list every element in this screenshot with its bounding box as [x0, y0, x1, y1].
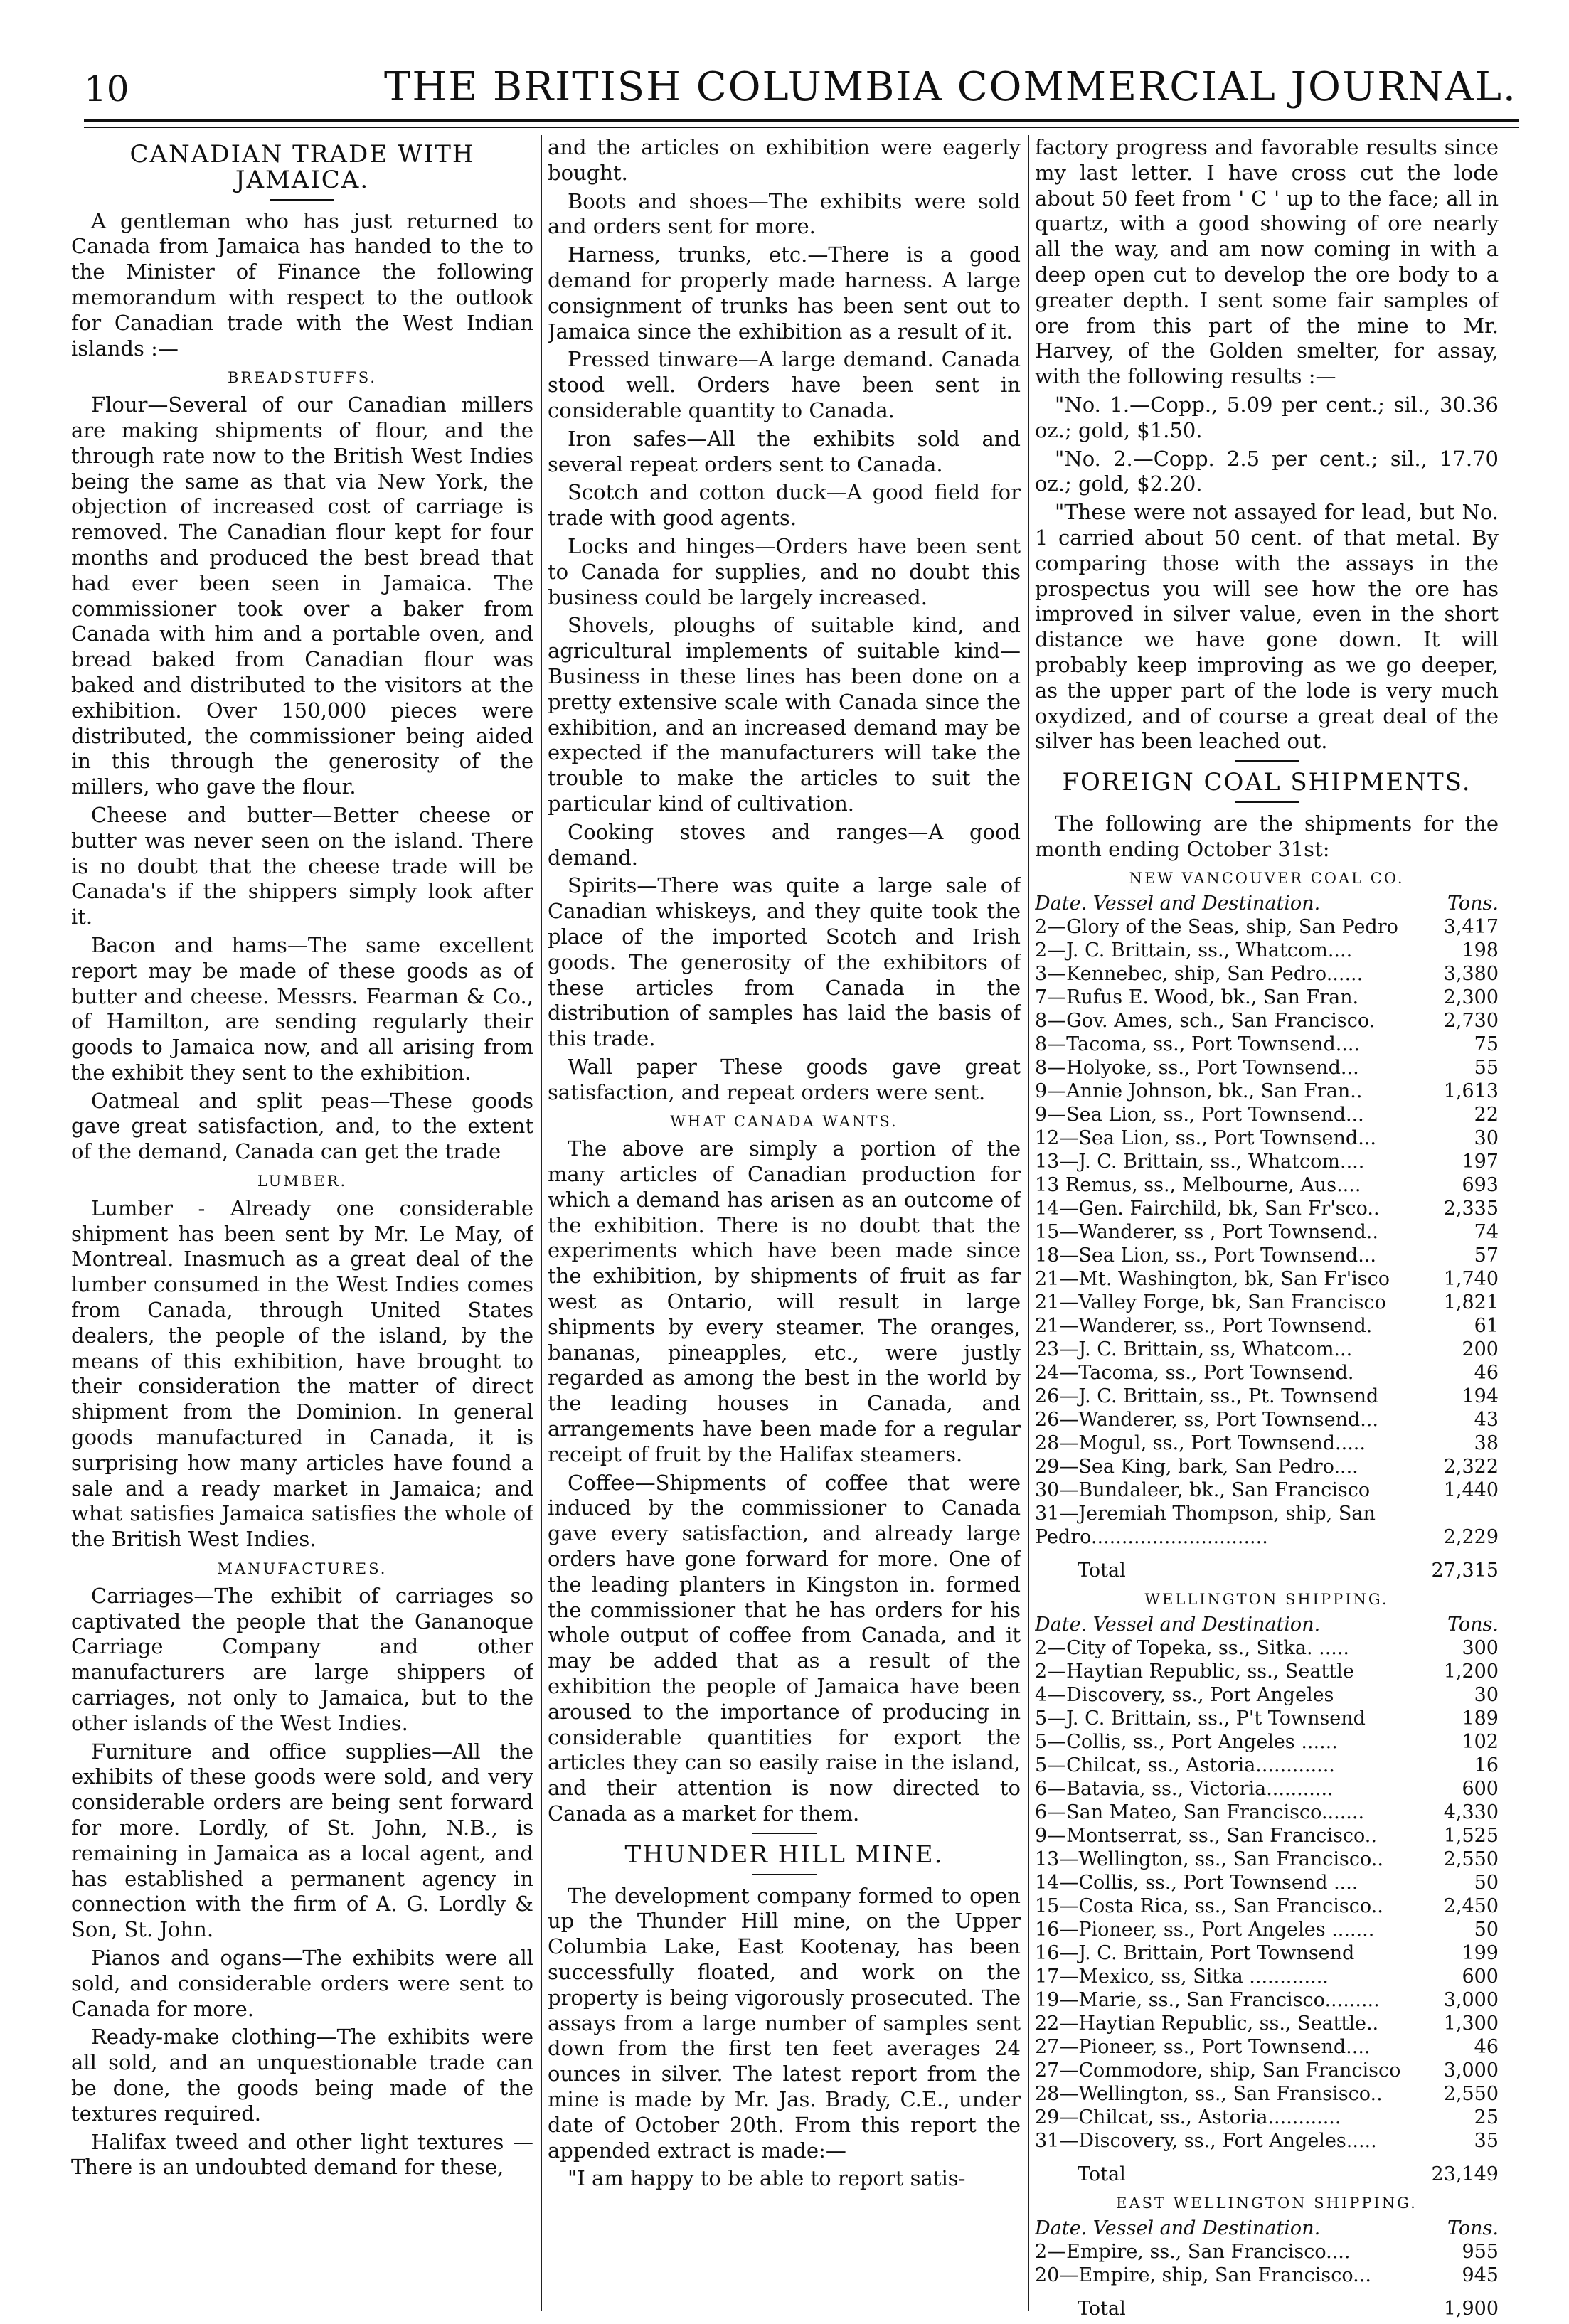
vessel-cell: 21—Wanderer, ss., Port Townsend.: [1035, 1314, 1373, 1337]
tons-cell: 2,229: [1443, 1525, 1499, 1548]
paragraph: The above are simply a portion of the many articles of Canadian production for which a demand has arisen as an outcome of the exhibition. There is no doubt that the experiments which have been made since the exhibition, by shipments of fruit as far west as Ontario, will result in large shipments by every steamer. The oranges, bananas, pineapples, etc., were justly regarded as among the best in the world by the leading houses in Canada, and arrangements have been made for a regular receipt of fruit by the Halifax steamers.: [548, 1136, 1021, 1466]
vessel-cell: 14—Collis, ss., Port Townsend ....: [1035, 1871, 1358, 1894]
article-heading: FOREIGN COAL SHIPMENTS.: [1062, 768, 1472, 797]
article-heading: THUNDER HILL MINE.: [624, 1840, 944, 1869]
paragraph: "No. 2.—Copp. 2.5 per cent.; sil., 17.70 oz.; gold, $2.20.: [1035, 446, 1499, 496]
paragraph: A gentleman who has just returned to Canada from Jamaica has handed to the to the Minister of Finance the following memorandum with respect to the outlook for Canadian trade with the West Indian islands :—: [71, 208, 533, 361]
paragraph: Carriages—The exhibit of carriages so captivated the people that the Gananoque Carriage Company and other manufacturers are large shippers of carriages, not only to Jamaica, but to the other islands of the West Indies.: [71, 1583, 533, 1735]
table-row: [1035, 1777, 1499, 1801]
shipping-table: [1035, 867, 1499, 1582]
vessel-cell: 12—Sea Lion, ss., Port Townsend...: [1035, 1126, 1376, 1149]
table-row: [1035, 1965, 1499, 1988]
table-header: [1035, 1613, 1499, 1636]
table-row: [1035, 2264, 1499, 2287]
table-row: [1035, 2012, 1499, 2035]
tons-cell: 1,300: [1443, 2012, 1499, 2035]
vessel-cell: 2—J. C. Brittain, ss., Whatcom....: [1035, 939, 1353, 961]
total-label: Total: [1078, 2163, 1126, 2185]
vessel-cell: 2—Glory of the Seas, ship, San Pedro: [1035, 915, 1398, 938]
section-rule: [752, 1833, 817, 1834]
tons-cell: 75: [1474, 1033, 1499, 1055]
tons-cell: 1,200: [1443, 1660, 1499, 1683]
tons-cell: 2,450: [1443, 1894, 1499, 1917]
table-row: [1035, 1660, 1499, 1683]
paragraph: Bacon and hams—The same excellent report may be made of these goods as of butter and cheese. Messrs. Fearman & Co., of Hamilton, are sending regularly their goods to Jamaica now, and all arising from the exhibit they sent to the exhibition.: [71, 932, 533, 1084]
tons-cell: 61: [1474, 1314, 1499, 1337]
heading-rule: [752, 1874, 817, 1875]
table-row: [1035, 1103, 1499, 1126]
table-row: [1035, 1291, 1499, 1314]
tons-cell: 30: [1474, 1683, 1499, 1706]
vessel-cell: 29—Chilcat, ss., Astoria............: [1035, 2106, 1341, 2128]
table-row: [1035, 1525, 1499, 1549]
tons-cell: 102: [1462, 1730, 1499, 1753]
column-header-vessel: Date. Vessel and Destination.: [1035, 1613, 1321, 1636]
subheading: WHAT CANADA WANTS.: [670, 1113, 898, 1131]
tons-cell: 25: [1474, 2106, 1499, 2128]
vessel-cell: Pedro.............................: [1035, 1525, 1268, 1548]
tons-cell: 955: [1462, 2240, 1499, 2263]
tons-cell: 4,330: [1443, 1801, 1499, 1823]
table-row: [1035, 1338, 1499, 1361]
vessel-cell: 13 Remus, ss., Melbourne, Aus....: [1035, 1173, 1361, 1196]
paragraph: Cheese and butter—Better cheese or butter was never seen on the island. There is no doubt that the cheese trade will be Canada's if the shippers simply look after it.: [71, 802, 533, 929]
vessel-cell: 2—Haytian Republic, ss., Seattle: [1035, 1660, 1354, 1683]
tons-cell: 2,550: [1443, 1848, 1499, 1870]
paragraph: Harness, trunks, etc.—There is a good demand for properly made harness. A large consignment of trunks has been sent out to Jamaica since the exhibition as a result of it.: [548, 242, 1021, 343]
column-header-vessel: Date. Vessel and Destination.: [1035, 892, 1321, 915]
table-row: [1035, 1683, 1499, 1707]
tons-cell: 3,000: [1443, 1988, 1499, 2011]
tons-cell: 1,613: [1443, 1080, 1499, 1102]
table-row: [1035, 2106, 1499, 2129]
column-header-vessel: Date. Vessel and Destination.: [1035, 2217, 1321, 2239]
table-row: [1035, 1848, 1499, 1871]
tons-cell: 198: [1462, 939, 1499, 961]
table-row: [1035, 1385, 1499, 1408]
vessel-cell: 6—Batavia, ss., Victoria...........: [1035, 1777, 1334, 1800]
vessel-cell: 28—Wellington, ss., San Fransisco..: [1035, 2082, 1383, 2105]
table-row: [1035, 2129, 1499, 2153]
table-row: [1035, 2082, 1499, 2106]
table-row: [1035, 1455, 1499, 1478]
paragraph: Pianos and ogans—The exhibits were all sold, and considerable orders were sent to Canada for more.: [71, 1945, 533, 2021]
table-row: [1035, 1408, 1499, 1432]
paragraph: Flour—Several of our Canadian millers are making shipments of flour, and the through rate now to the British West Indies being the same as that via New York, the objection of increased cost of carriage is removed. The Canadian flour kept for four months and produced the best bread that had ever been seen in Jamaica. The commissioner took over a baker from Canada with him and a portable oven, and bread baked from Canadian flour was baked and distributed to the visitors at the exhibition. Over 150,000 pieces were distributed, the commissioner being aided in this through the generosity of the millers, who gave the flour.: [71, 393, 533, 799]
tons-cell: 2,730: [1443, 1009, 1499, 1032]
tons-cell: 74: [1474, 1220, 1499, 1243]
table-header: [1035, 892, 1499, 915]
tons-cell: 693: [1462, 1173, 1499, 1196]
table-body: [1035, 1636, 1499, 2153]
table-row: [1035, 1361, 1499, 1385]
table-row: [1035, 1894, 1499, 1918]
total-value: 1,900: [1443, 2297, 1499, 2318]
tons-cell: 16: [1474, 1754, 1499, 1776]
table-row: [1035, 1707, 1499, 1730]
column-left: [71, 135, 533, 2318]
vessel-cell: 26—Wanderer, ss, Port Townsend...: [1035, 1408, 1378, 1431]
table-row: [1035, 1478, 1499, 1502]
vessel-cell: 15—Costa Rica, ss., San Francisco..: [1035, 1894, 1383, 1917]
paragraph: Boots and shoes—The exhibits were sold and orders sent for more.: [548, 188, 1021, 239]
table-row: [1035, 2240, 1499, 2264]
vessel-cell: 20—Empire, ship, San Francisco...: [1035, 2264, 1371, 2286]
tons-cell: 200: [1462, 1338, 1499, 1360]
heading-rule: [270, 199, 334, 201]
vessel-cell: 9—Montserrat, ss., San Francisco..: [1035, 1824, 1377, 1847]
table-row: [1035, 1056, 1499, 1080]
vessel-cell: 4—Discovery, ss., Port Angeles: [1035, 1683, 1334, 1706]
tons-cell: 1,525: [1443, 1824, 1499, 1847]
vessel-cell: 5—Chilcat, ss., Astoria.............: [1035, 1754, 1335, 1776]
section-rule: [1235, 760, 1299, 762]
vessel-cell: 8—Tacoma, ss., Port Townsend....: [1035, 1033, 1361, 1055]
table-total: [1035, 2163, 1499, 2186]
vessel-cell: 26—J. C. Brittain, ss., Pt. Townsend: [1035, 1385, 1379, 1407]
vessel-cell: 18—Sea Lion, ss., Port Townsend...: [1035, 1244, 1376, 1267]
tons-cell: 50: [1474, 1871, 1499, 1894]
subheading: BREADSTUFFS.: [227, 369, 378, 387]
paragraph: "I am happy to be able to report satis-: [568, 2166, 966, 2191]
vessel-cell: 31—Discovery, ss., Fort Angeles.....: [1035, 2129, 1377, 2152]
heading-rule: [1235, 801, 1299, 803]
paragraph: Furniture and office supplies—All the exhibits of these goods were sold, and very considerable orders are being sent forward for more. Lordly, of St. John, N.B., is remaining in Jamaica as a local agent, and has established a permanent agency in connection with the firm of A. G. Lordly & Son, St. John.: [71, 1739, 533, 1942]
vessel-cell: 5—J. C. Brittain, ss., P't Townsend: [1035, 1707, 1366, 1729]
vessel-cell: 27—Commodore, ship, San Francisco: [1035, 2059, 1401, 2082]
vessel-cell: 24—Tacoma, ss., Port Townsend.: [1035, 1361, 1354, 1384]
tons-cell: 1,440: [1443, 1478, 1499, 1501]
vessel-cell: 9—Sea Lion, ss., Port Townsend...: [1035, 1103, 1364, 1126]
page-header: [0, 0, 1569, 135]
table-row: [1035, 1988, 1499, 2012]
tons-cell: 50: [1474, 1918, 1499, 1941]
paragraph: Spirits—There was quite a large sale of Canadian whiskeys, and they quite took the place of the imported Scotch and Irish goods. The generosity of the exhibitors of these articles from Canada in the distribution of samples has laid the basis of this trade.: [548, 873, 1021, 1051]
tons-cell: 46: [1474, 1361, 1499, 1384]
table-row: [1035, 1009, 1499, 1033]
table-row: [1035, 1871, 1499, 1894]
vessel-cell: 17—Mexico, ss, Sitka .............: [1035, 1965, 1329, 1988]
header-rule-thin: [84, 127, 1519, 128]
paragraph: Coffee—Shipments of coffee that were induced by the commissioner to Canada gave every satisfaction, and already large orders have gone forward for more. One of the leading planters in Kingston in. formed the commissioner that he has orders for his whole output of coffee from Canada, and it may be added that as a result of the exhibition the people of Jamaica have been aroused to the importance of producing in considerable quantities for export the articles they can so easily raise in the island, and their attention is now directed to Canada as a market for them.: [548, 1470, 1021, 1825]
table-row: [1035, 1730, 1499, 1754]
table-row: [1035, 1636, 1499, 1660]
table-row: [1035, 1267, 1499, 1291]
tons-cell: 199: [1462, 1941, 1499, 1964]
paragraph: Locks and hinges—Orders have been sent to Canada for supplies, and no doubt this business could be largely increased.: [548, 533, 1021, 609]
table-row: [1035, 2035, 1499, 2059]
vessel-cell: 3—Kennebec, ship, San Pedro......: [1035, 962, 1363, 985]
vessel-cell: 16—Pioneer, ss., Port Angeles .......: [1035, 1918, 1375, 1941]
tons-cell: 3,380: [1443, 962, 1499, 985]
vessel-cell: 14—Gen. Fairchild, bk, San Fr'sco..: [1035, 1197, 1380, 1220]
tons-cell: 3,417: [1443, 915, 1499, 938]
tons-cell: 3,000: [1443, 2059, 1499, 2082]
vessel-cell: 7—Rufus E. Wood, bk., San Fran.: [1035, 986, 1359, 1008]
page-number: 10: [84, 68, 129, 110]
shipping-table: [1035, 2192, 1499, 2318]
table-row: [1035, 1824, 1499, 1848]
paragraph: Shovels, ploughs of suitable kind, and agricultural implements of suitable kind—Business in these lines has been done on a pretty extensive scale with Canada since the exhibition, and an increased demand may be expected if the manufacturers will take the trouble to make the articles to suit the particular kind of cultivation.: [548, 613, 1021, 816]
paragraph: Ready-make clothing—The exhibits were all sold, and an unquestionable trade can be done, the goods being made of the textures required.: [71, 2025, 533, 2126]
table-title: WELLINGTON SHIPPING.: [1144, 1590, 1389, 1608]
vessel-cell: 22—Haytian Republic, ss., Seattle..: [1035, 2012, 1379, 2035]
total-label: Total: [1078, 1559, 1126, 1582]
vessel-cell: 28—Mogul, ss., Port Townsend.....: [1035, 1432, 1366, 1454]
table-row: [1035, 1754, 1499, 1777]
journal-title: THE BRITISH COLUMBIA COMMERCIAL JOURNAL.: [384, 64, 1517, 110]
tons-cell: 43: [1474, 1408, 1499, 1431]
column-middle: [548, 135, 1021, 2318]
vessel-cell: 2—City of Topeka, ss., Sitka. .....: [1035, 1636, 1350, 1659]
column-divider: [1028, 135, 1029, 2311]
vessel-cell: 31—Jeremiah Thompson, ship, San: [1035, 1502, 1376, 1525]
paragraph: and the articles on exhibition were eagerly bought.: [548, 135, 1021, 185]
table-row: [1035, 1033, 1499, 1056]
table-total: [1035, 1559, 1499, 1582]
vessel-cell: 21—Mt. Washington, bk, San Fr'isco: [1035, 1267, 1390, 1290]
paragraph: Lumber - Already one considerable shipment has been sent by Mr. Le May, of Montreal. Inasmuch as a great deal of the lumber consumed in the West Indies comes from Canada, through United States dealers, the people of the island, by the means of this exhibition, have brought to their consideration the matter of direct shipment from the Dominion. In general goods manufactured in Canada, it is surprising how many articles have found a sale and a ready market in Jamaica; and what satisfies Jamaica satisfies the whole of the British West Indies.: [71, 1195, 533, 1552]
table-row: [1035, 1220, 1499, 1244]
header-rule: [84, 119, 1519, 122]
vessel-cell: 29—Sea King, bark, San Pedro....: [1035, 1455, 1358, 1478]
table-row: [1035, 1432, 1499, 1455]
table-row: [1035, 1126, 1499, 1150]
vessel-cell: 9—Annie Johnson, bk., San Fran..: [1035, 1080, 1363, 1102]
vessel-cell: 23—J. C. Brittain, ss, Whatcom...: [1035, 1338, 1353, 1360]
tons-cell: 38: [1474, 1432, 1499, 1454]
paragraph: Scotch and cotton duck—A good field for trade with good agents.: [548, 480, 1021, 531]
table-title: EAST WELLINGTON SHIPPING.: [1116, 2194, 1418, 2212]
tons-cell: 189: [1462, 1707, 1499, 1729]
column-right: [1035, 135, 1499, 2318]
table-row: [1035, 1801, 1499, 1824]
table-row: [1035, 2059, 1499, 2082]
vessel-cell: 13—Wellington, ss., San Francisco..: [1035, 1848, 1383, 1870]
vessel-cell: 15—Wanderer, ss , Port Townsend..: [1035, 1220, 1378, 1243]
paragraph: factory progress and favorable results since my last letter. I have cross cut the lode about 50 feet from ' C ' up to the face; all in quartz, with a good showing of ore nearly all the way, and am now coming in with a deep open cut to develop the ore body to a greater depth. I sent some fair samples of ore from this part of the mine to Mr. Harvey, of the Golden smelter, for assay, with the following results :—: [1035, 135, 1499, 389]
paragraph: Pressed tinware—A large demand. Canada stood well. Orders have been sent in considerable quantity to Canada.: [548, 347, 1021, 422]
table-row: [1035, 915, 1499, 939]
tons-cell: 2,300: [1443, 986, 1499, 1008]
paragraph: Cooking stoves and ranges—A good demand.: [548, 819, 1021, 870]
column-header-tons: Tons.: [1447, 1613, 1499, 1636]
total-value: 23,149: [1431, 2163, 1499, 2185]
paragraph: Iron safes—All the exhibits sold and several repeat orders sent to Canada.: [548, 426, 1021, 476]
tons-cell: 2,322: [1443, 1455, 1499, 1478]
vessel-cell: 5—Collis, ss., Port Angeles ......: [1035, 1730, 1338, 1753]
tons-cell: 194: [1462, 1385, 1499, 1407]
total-label: Total: [1078, 2297, 1126, 2318]
subheading: LUMBER.: [257, 1173, 348, 1190]
vessel-cell: 21—Valley Forge, bk, San Francisco: [1035, 1291, 1386, 1313]
table-row: [1035, 1244, 1499, 1267]
vessel-cell: 30—Bundaleer, bk., San Francisco: [1035, 1478, 1371, 1501]
tons-cell: 2,335: [1443, 1197, 1499, 1220]
table-row: [1035, 1197, 1499, 1220]
article-heading: CANADIAN TRADE WITH JAMAICA.: [129, 140, 475, 194]
table-row: [1035, 1173, 1499, 1197]
tons-cell: 1,740: [1443, 1267, 1499, 1290]
table-row: [1035, 939, 1499, 962]
shipping-table: [1035, 1588, 1499, 2186]
vessel-cell: 2—Empire, ss., San Francisco....: [1035, 2240, 1351, 2263]
table-row: [1035, 1941, 1499, 1965]
table-total: [1035, 2297, 1499, 2318]
tons-cell: 197: [1462, 1150, 1499, 1173]
paragraph: Oatmeal and split peas—These goods gave great satisfaction, and, to the extent of the demand, Canada can get the trade: [71, 1088, 533, 1164]
vessel-cell: 27—Pioneer, ss., Port Townsend....: [1035, 2035, 1371, 2058]
paragraph: Wall paper These goods gave great satisfaction, and repeat orders were sent.: [548, 1054, 1021, 1104]
paragraph: The development company formed to open up the Thunder Hill mine, on the Upper Columbia Lake, East Kootenay, has been successfully floated, and work on the property is being vigorously prosecuted. The assays from a large number of samples sent down from the first ten feet averages 24 ounces in silver. The latest report from the mine is made by Mr. Jas. Brady, C.E., under date of October 20th. From this report the appended extract is made:—: [548, 1883, 1021, 2163]
paragraph: The following are the shipments for the month ending October 31st:: [1035, 811, 1499, 861]
tons-cell: 600: [1462, 1777, 1499, 1800]
paragraph: "These were not assayed for lead, but No. 1 carried about 50 cent. of that metal. By comparing those with the assays in the prospectus you will see how the ore has improved in silver value, even in the short distance we have gone down. It will probably keep improving as we go deeper, as the upper part of the lode is very much oxydized, and of course a great deal of the silver has been leached out.: [1035, 500, 1499, 754]
column-header-tons: Tons.: [1447, 2217, 1499, 2239]
paragraph: Halifax tweed and other light textures —There is an undoubted demand for these,: [71, 2129, 533, 2180]
table-body: [1035, 2240, 1499, 2287]
vessel-cell: 16—J. C. Brittain, Port Townsend: [1035, 1941, 1355, 1964]
tons-cell: 55: [1474, 1056, 1499, 1079]
table-row: [1035, 1080, 1499, 1103]
tons-cell: 2,550: [1443, 2082, 1499, 2105]
table-row: [1035, 1918, 1499, 1941]
column-header-tons: Tons.: [1447, 892, 1499, 915]
tons-cell: 30: [1474, 1126, 1499, 1149]
table-row: [1035, 1150, 1499, 1173]
vessel-cell: 19—Marie, ss., San Francisco.........: [1035, 1988, 1380, 2011]
vessel-cell: 13—J. C. Brittain, ss., Whatcom....: [1035, 1150, 1365, 1173]
table-row: [1035, 1314, 1499, 1338]
tons-cell: 945: [1462, 2264, 1499, 2286]
table-header: [1035, 2217, 1499, 2240]
vessel-cell: 8—Holyoke, ss., Port Townsend...: [1035, 1056, 1359, 1079]
table-row: [1035, 986, 1499, 1009]
table-body: [1035, 915, 1499, 1549]
tons-cell: 22: [1474, 1103, 1499, 1126]
tons-cell: 600: [1462, 1965, 1499, 1988]
tons-cell: 300: [1462, 1636, 1499, 1659]
table-row: [1035, 1502, 1499, 1525]
vessel-cell: 6—San Mateo, San Francisco.......: [1035, 1801, 1365, 1823]
tons-cell: 35: [1474, 2129, 1499, 2152]
total-value: 27,315: [1431, 1559, 1499, 1582]
subheading: MANUFACTURES.: [217, 1560, 388, 1578]
tons-cell: 1,821: [1443, 1291, 1499, 1313]
tons-cell: 46: [1474, 2035, 1499, 2058]
vessel-cell: 8—Gov. Ames, sch., San Francisco.: [1035, 1009, 1376, 1032]
table-row: [1035, 962, 1499, 986]
table-title: NEW VANCOUVER COAL CO.: [1129, 869, 1405, 887]
paragraph: "No. 1.—Copp., 5.09 per cent.; sil., 30.36 oz.; gold, $1.50.: [1035, 392, 1499, 442]
tons-cell: 57: [1474, 1244, 1499, 1267]
column-divider: [541, 135, 542, 2311]
